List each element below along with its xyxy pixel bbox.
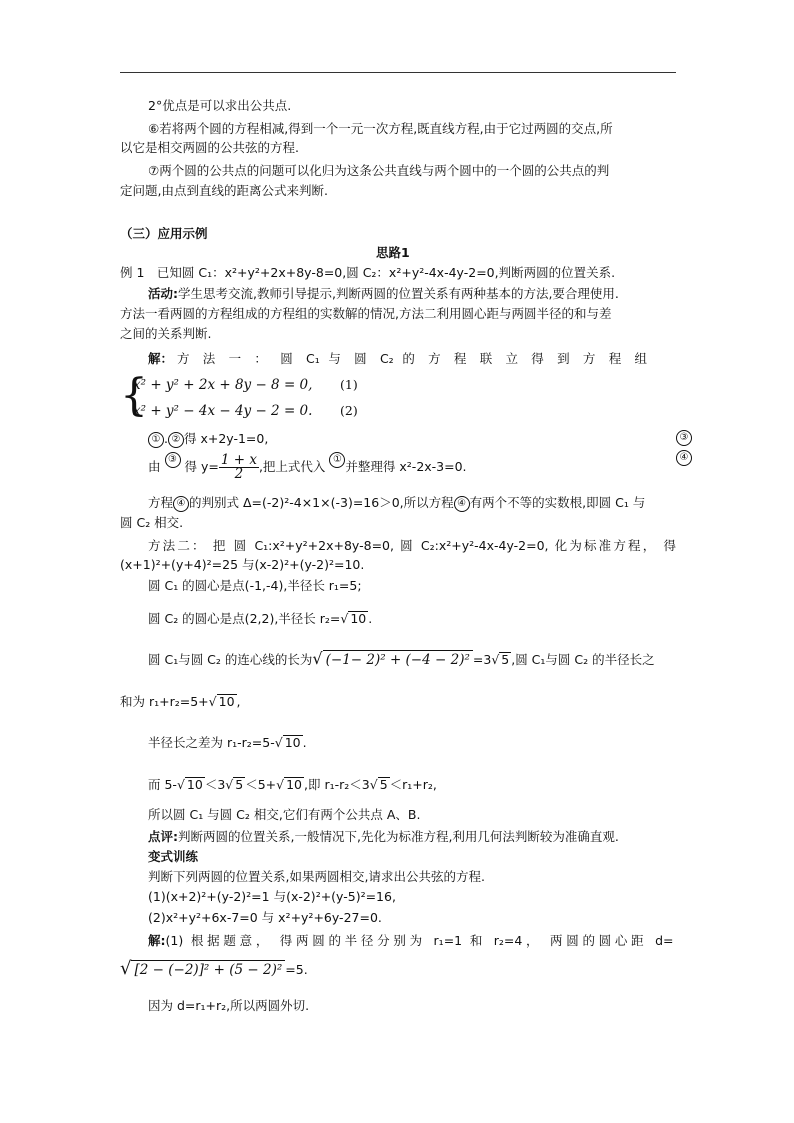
text-line: 方法二： 把 圆 C₁:x²+y²+2x+8y-8=0, 圆 C₂:x²+y²-4x-4y-2=0, 化为标准方程， 得 bbox=[148, 538, 676, 553]
text-span: ,把上式代入 bbox=[258, 459, 326, 474]
text-span: ＜r₁+r₂, bbox=[389, 777, 437, 792]
sqrt-radicand: 10 bbox=[284, 735, 301, 750]
equation-1: x² + y² + 2x + 8y − 8 = 0, bbox=[133, 377, 313, 393]
circled-six-marker: ⑥ bbox=[148, 121, 160, 136]
sqrt-radicand: 10 bbox=[350, 611, 367, 626]
right-marker bbox=[676, 428, 692, 446]
text-span: =5. bbox=[285, 962, 308, 977]
text-line: 定问题,由点到直线的距离公式来判断. bbox=[120, 183, 328, 198]
header-rule bbox=[120, 72, 676, 73]
text-line: 圆 C₂ 相交. bbox=[120, 515, 184, 530]
circled-one-marker: ① bbox=[329, 452, 345, 468]
text-span: 圆 C₁与圆 C₂ 的连心线的长为 bbox=[148, 652, 313, 667]
example-statement: 例 1 已知圆 C₁：x²+y²+2x+8y-8=0,圆 C₂：x²+y²-4x-4y-2=0,判断两圆的位置关系. bbox=[120, 265, 616, 280]
text-span: (1) 根据题意， 得两圆的半径分别为 r₁=1 和 r₂=4， 两圆的圆心距 d= bbox=[165, 933, 674, 948]
circled-four-marker: ④ bbox=[173, 496, 189, 512]
circled-seven-marker: ⑦ bbox=[148, 163, 160, 178]
text-line bbox=[148, 494, 645, 512]
sqrt-radicand: 5 bbox=[501, 652, 510, 667]
text-line: 判断下列两圆的位置关系,如果两圆相交,请求出公共弦的方程. bbox=[148, 869, 485, 884]
variant-training-heading: 变式训练 bbox=[148, 849, 199, 864]
text-span: 并整理得 x²-2x-3=0. bbox=[345, 459, 467, 474]
solution-label: 解： bbox=[148, 351, 174, 366]
circled-three-marker: ③ bbox=[165, 452, 181, 468]
text-line: 圆 C₁ 的圆心是点(-1,-4),半径长 r₁=5; bbox=[148, 578, 362, 593]
text-span: ,圆 C₁与圆 C₂ 的半径长之 bbox=[511, 652, 655, 667]
circled-three-marker: ③ bbox=[676, 430, 692, 446]
fraction-numerator: 1 + x bbox=[220, 452, 257, 468]
equation-2: x² + y² − 4x − 4y − 2 = 0. bbox=[133, 403, 313, 419]
text-span: 的判别式 Δ=(-2)²-4×1×(-3)=16＞0,所以方程 bbox=[189, 495, 454, 510]
text-line bbox=[148, 430, 268, 448]
equation-1-number: (1) bbox=[340, 377, 358, 392]
text-line bbox=[148, 120, 613, 138]
text-span: 得 x+2y-1=0, bbox=[183, 431, 269, 446]
text-line: 方法一看两圆的方程组成的方程组的实数解的情况,方法二利用圆心距与两圆半径的和与差 bbox=[120, 306, 612, 321]
text-line: 以它是相交两圆的公共弦的方程. bbox=[120, 140, 299, 155]
fraction-denominator: 2 bbox=[234, 466, 244, 482]
sqrt-radicand: 10 bbox=[186, 777, 203, 792]
text-span: 学生思考交流,教师引导提示,判断两圆的位置关系有两种基本的方法,要合理使用. bbox=[178, 286, 619, 301]
section-heading: （三）应用示例 bbox=[120, 226, 208, 241]
text-span: 半径长之差为 r₁-r₂=5- bbox=[148, 735, 275, 750]
text-span: , bbox=[236, 694, 241, 709]
text-span: 若将两个圆的方程相减,得到一个一元一次方程,既直线方程,由于它过两圆的交点,所 bbox=[159, 121, 613, 136]
text-span: . bbox=[302, 735, 307, 750]
text-span: 得 y= bbox=[184, 459, 219, 474]
text-line: (x+1)²+(y+4)²=25 与(x-2)²+(y-2)²=10. bbox=[120, 557, 365, 572]
sqrt-radicand: 10 bbox=[286, 777, 302, 792]
text-span: . bbox=[368, 611, 373, 626]
note-label: 点评: bbox=[148, 829, 178, 844]
circled-one-marker: ① bbox=[148, 432, 164, 448]
text-line bbox=[148, 452, 467, 482]
text-line: (2)x²+y²+6x-7=0 与 x²+y²+6y-27=0. bbox=[148, 910, 382, 925]
answer-label: 解: bbox=[148, 933, 166, 948]
sqrt-radicand: 5 bbox=[379, 777, 388, 792]
text-line: 圆 C₁与圆 C₂ 的连心线的长为√ (−1− 2)² + (−4 − 2)² =3√ 5 ,圆 C₁与圆 C₂ 的半径长之 bbox=[148, 649, 655, 668]
text-span: 而 5- bbox=[148, 777, 177, 792]
text-line bbox=[148, 285, 619, 303]
text-line: 2°优点是可以求出公共点. bbox=[148, 98, 292, 113]
equation-2-number: (2) bbox=[340, 403, 358, 418]
text-line: √ [2 − (−2)]² + (5 − 2)² =5. bbox=[120, 958, 308, 979]
fraction bbox=[219, 454, 259, 481]
text-line bbox=[148, 828, 619, 846]
text-span: . bbox=[164, 431, 168, 446]
text-span: 判断两圆的位置关系,一般情况下,先化为标准方程,利用几何法判断较为准确直观. bbox=[178, 829, 619, 844]
text-line: 圆 C₂ 的圆心是点(2,2),半径长 r₂=√ 10 . bbox=[148, 611, 373, 626]
circled-four-marker: ④ bbox=[454, 496, 470, 512]
subsection-title: 思路1 bbox=[376, 245, 410, 260]
sqrt-radicand: [2 − (−2)]² + (5 − 2)² bbox=[131, 960, 285, 979]
activity-label: 活动: bbox=[148, 286, 178, 301]
text-line: 和为 r₁+r₂=5+√ 10 , bbox=[120, 694, 241, 709]
text-line: 半径长之差为 r₁-r₂=5-√ 10 . bbox=[148, 735, 307, 750]
text-line bbox=[148, 162, 609, 180]
text-line: (1)(x+2)²+(y-2)²=1 与(x-2)²+(y-5)²=16, bbox=[148, 889, 396, 904]
circled-two-marker: ② bbox=[168, 432, 184, 448]
text-span: 两个圆的公共点的问题可以化归为这条公共直线与两个圆中的一个圆的公共点的判 bbox=[159, 163, 610, 178]
text-span: 圆 C₂ 的圆心是点(2,2),半径长 r₂= bbox=[148, 611, 341, 626]
text-line bbox=[148, 932, 674, 950]
sqrt-radicand: 10 bbox=[218, 694, 235, 709]
text-span: ,即 r₁-r₂＜3 bbox=[304, 777, 370, 792]
text-span: ＜3 bbox=[204, 777, 226, 792]
system-brace: { bbox=[120, 370, 148, 421]
sqrt-radicand: 5 bbox=[235, 777, 244, 792]
text-span: 有两个不等的实数根,即圆 C₁ 与 bbox=[469, 495, 646, 510]
text-span: 由 bbox=[148, 459, 161, 474]
circled-four-marker: ④ bbox=[676, 450, 692, 466]
right-marker bbox=[676, 448, 692, 466]
text-line: 之间的关系判断. bbox=[120, 326, 212, 341]
text-span: =3 bbox=[472, 652, 492, 667]
text-span: 方 法 一 ： 圆 C₁ 与 圆 C₂ 的 方 程 联 立 得 到 方 程 组 bbox=[177, 351, 647, 366]
text-line bbox=[148, 350, 647, 368]
text-line: 而 5-√ 10 ＜3√ 5 ＜5+√ 10 ,即 r₁-r₂＜3√ 5 ＜r₁+r₂, bbox=[148, 777, 437, 792]
text-span: 和为 r₁+r₂=5+ bbox=[120, 694, 209, 709]
text-span: 方程 bbox=[148, 495, 174, 510]
text-span: ＜5+ bbox=[245, 777, 277, 792]
text-line: 因为 d=r₁+r₂,所以两圆外切. bbox=[148, 998, 310, 1013]
sqrt-radicand: (−1− 2)² + (−4 − 2)² bbox=[323, 650, 473, 669]
text-line: 所以圆 C₁ 与圆 C₂ 相交,它们有两个公共点 A、B. bbox=[148, 807, 421, 822]
